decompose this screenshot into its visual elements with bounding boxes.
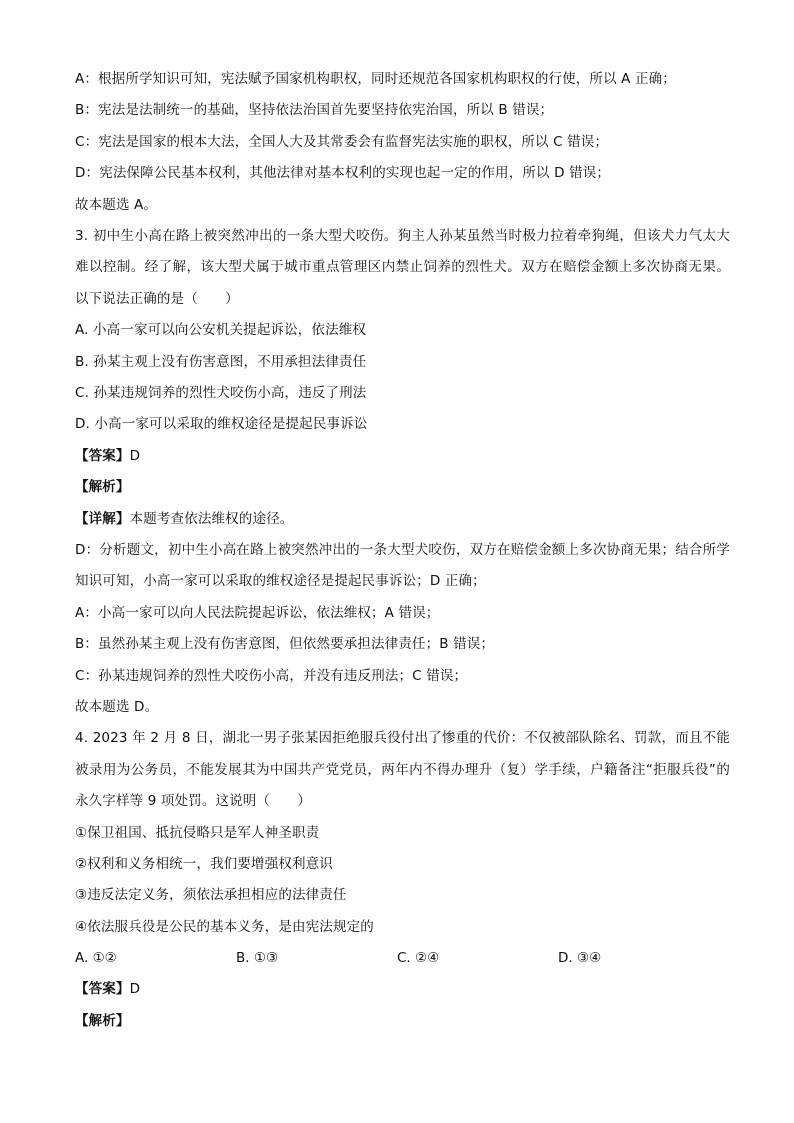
detail-text: 本题考查依法维权的途径。 xyxy=(129,510,294,527)
conclusion-line: 故本题选 D。 xyxy=(75,698,159,715)
document-page xyxy=(75,64,730,1037)
explain-d: D：分析题文，初中生小高在路上被突然冲出的一条大型犬咬伤，双方在赔偿金额上多次协商无果；结合所学知识可知，小高一家可以采取的维权途径是提起民事诉讼；D 正确； xyxy=(75,541,730,590)
detail-line xyxy=(75,504,730,535)
q2-explanation-block xyxy=(75,64,730,221)
answer-line xyxy=(75,441,730,472)
explanation-line: C：宪法是国家的根本大法，全国人大及其常委会有监督宪法实施的职权，所以 C 错误； xyxy=(75,133,609,150)
explanation-line: B：宪法是法制统一的基础，坚持依法治国首先要坚持依宪治国，所以 B 错误； xyxy=(75,102,554,119)
option-a: A. 小高一家可以向公安机关提起诉讼，依法维权 xyxy=(75,322,367,339)
analysis-line xyxy=(75,1006,730,1037)
conclusion-line: 故本题选 A。 xyxy=(75,196,158,213)
explanation-line: A：根据所学知识可知，宪法赋予国家机构职权，同时还规范各国家机构职权的行使，所以 A 正确； xyxy=(75,71,676,87)
choice-b: B. ①③ xyxy=(236,950,279,967)
analysis-tag: 【解析】 xyxy=(75,1012,130,1029)
detail-tag: 【详解】 xyxy=(75,510,130,527)
choice-a: A. ①② xyxy=(75,950,117,967)
analysis-line xyxy=(75,472,730,503)
option-d: D. 小高一家可以采取的维权途径是提起民事诉讼 xyxy=(75,416,368,433)
statement-3: ③违反法定义务，须依法承担相应的法律责任 xyxy=(75,887,347,904)
question-stem: 3. 初中生小高在路上被突然冲出的一条大型犬咬伤。狗主人孙某虽然当时极力拉着牵狗绳，但该犬力气太大难以控制。经了解，该大型犬属于城市重点管理区内禁止饲养的烈性犬。双方在赔偿金额上多次协商无果。以下说法正确的是（ ） xyxy=(75,227,730,307)
question-4 xyxy=(75,723,730,1037)
option-c: C. 孙某违规饲养的烈性犬咬伤小高，违反了刑法 xyxy=(75,384,367,401)
choice-d: D. ③④ xyxy=(558,950,602,967)
answer-tag: 【答案】 xyxy=(75,981,130,998)
explain-c: C：孙某违规饲养的烈性犬咬伤小高，并没有违反刑法；C 错误； xyxy=(75,667,468,684)
option-b: B. 孙某主观上没有伤害意图，不用承担法律责任 xyxy=(75,353,367,370)
explain-a: A：小高一家可以向人民法院提起诉讼，依法维权；A 错误； xyxy=(75,604,440,621)
answer-line xyxy=(75,974,730,1005)
statement-4: ④依法服兵役是公民的基本义务，是由宪法规定的 xyxy=(75,918,374,935)
choice-c: C. ②④ xyxy=(397,950,440,967)
explain-b: B：虽然孙某主观上没有伤害意图，但依然要承担法律责任；B 错误； xyxy=(75,636,495,653)
question-stem: 4. 2023 年 2 月 8 日，湖北一男子张某因拒绝服兵役付出了惨重的代价：不仅被部队除名、罚款，而且不能被录用为公务员，不能发展其为中国共产党党员，两年内不得办理升（复）学手续，户籍备注“拒服兵役”的永久字样等 9 项处罚。这说明（ ） xyxy=(75,730,730,810)
statement-1: ①保卫祖国、抵抗侵略只是军人神圣职责 xyxy=(75,824,320,841)
statement-2: ②权利和义务相统一，我们要增强权利意识 xyxy=(75,855,333,872)
answer-value: D xyxy=(129,447,141,464)
answer-value: D xyxy=(129,981,141,998)
analysis-tag: 【解析】 xyxy=(75,479,130,496)
choice-row xyxy=(75,943,730,974)
answer-tag: 【答案】 xyxy=(75,447,130,464)
question-3 xyxy=(75,221,730,723)
explanation-line: D：宪法保障公民基本权利，其他法律对基本权利的实现也起一定的作用，所以 D 错误； xyxy=(75,165,611,182)
